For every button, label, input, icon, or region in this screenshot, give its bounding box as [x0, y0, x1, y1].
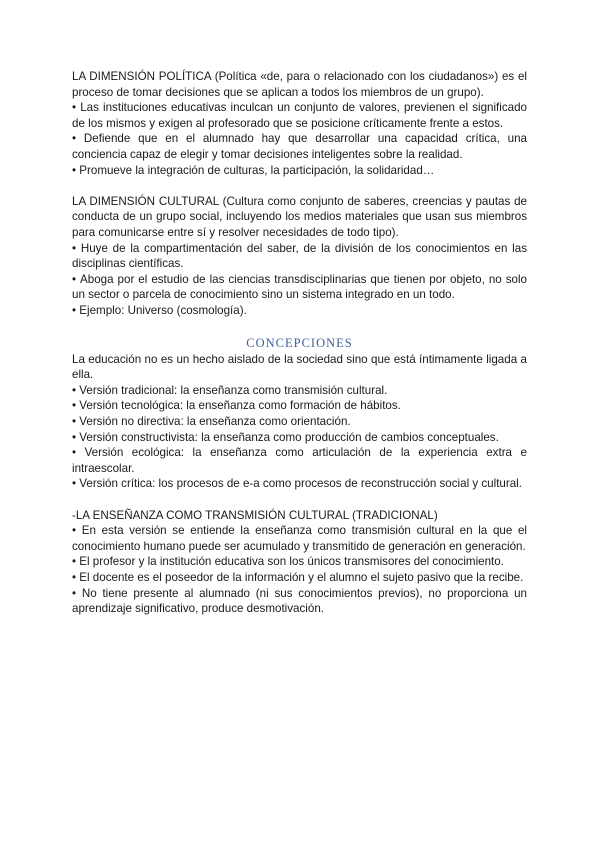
paragraph-gap	[72, 319, 527, 335]
politica-intro: LA DIMENSIÓN POLÍTICA (Política «de, para o relacionado con los ciudadanos») es el proceso de tomar decisiones que se aplican a todos los miembros de un grupo).	[72, 70, 527, 99]
politica-bullet-2: • Defiende que en el alumnado hay que desarrollar una capacidad crítica, una conciencia capaz de elegir y tomar decisiones inteligentes sobre la realidad.	[72, 131, 527, 162]
concepciones-bullet-6: • Versión crítica: los procesos de e-a como procesos de reconstrucción social y cultural.	[72, 476, 527, 492]
cultural-bullet-1: • Huye de la compartimentación del saber, de la división de los conocimientos en las disciplinas científicas.	[72, 241, 527, 272]
cultural-bullet-3: • Ejemplo: Universo (cosmología).	[72, 303, 527, 319]
concepciones-bullet-1: • Versión tradicional: la enseñanza como transmisión cultural.	[72, 383, 527, 399]
document-page	[72, 69, 527, 617]
tradicional-bullet-4: • No tiene presente al alumnado (ni sus conocimientos previos), no proporciona un aprendizaje significativo, produce desmotivación.	[72, 586, 527, 617]
concepciones-bullet-3: • Versión no directiva: la enseñanza como orientación.	[72, 414, 527, 430]
tradicional-heading: -LA ENSEÑANZA COMO TRANSMISIÓN CULTURAL (TRADICIONAL)	[72, 508, 438, 522]
concepciones-heading: CONCEPCIONES	[246, 336, 353, 351]
tradicional-bullet-1: • En esta versión se entiende la enseñanza como transmisión cultural en la que el conocimiento humano puede ser acumulado y transmitido de generación en generación.	[72, 523, 527, 554]
concepciones-bullet-5: • Versión ecológica: la enseñanza como articulación de la experiencia extra e intraescolar.	[72, 445, 527, 476]
paragraph-gap	[72, 178, 527, 194]
cultural-intro: LA DIMENSIÓN CULTURAL (Cultura como conjunto de saberes, creencias y pautas de conducta de un grupo social, incluyendo los medios materiales que usan sus miembros para comunicarse entre sí y resolver necesidades de todo tipo).	[72, 194, 527, 239]
tradicional-bullet-2: • El profesor y la institución educativa son los únicos transmisores del conocimiento.	[72, 554, 527, 570]
concepciones-intro: La educación no es un hecho aislado de la sociedad sino que está íntimamente ligada a ella.	[72, 352, 527, 382]
tradicional-bullet-3: • El docente es el poseedor de la información y el alumno el sujeto pasivo que la recibe.	[72, 570, 527, 586]
concepciones-bullet-2: • Versión tecnológica: la enseñanza como formación de hábitos.	[72, 398, 527, 414]
paragraph-gap	[72, 492, 527, 508]
politica-bullet-3: • Promueve la integración de culturas, la participación, la solidaridad…	[72, 163, 527, 179]
concepciones-bullet-4: • Versión constructivista: la enseñanza como producción de cambios conceptuales.	[72, 430, 527, 446]
politica-bullet-1: • Las instituciones educativas inculcan un conjunto de valores, previenen el significado de los mismos y exigen al profesorado que se posicione críticamente frente a estos.	[72, 100, 527, 131]
cultural-bullet-2: • Aboga por el estudio de las ciencias transdisciplinarias que tienen por objeto, no solo un sector o parcela de conocimiento sino un sistema integrado en un todo.	[72, 272, 527, 303]
